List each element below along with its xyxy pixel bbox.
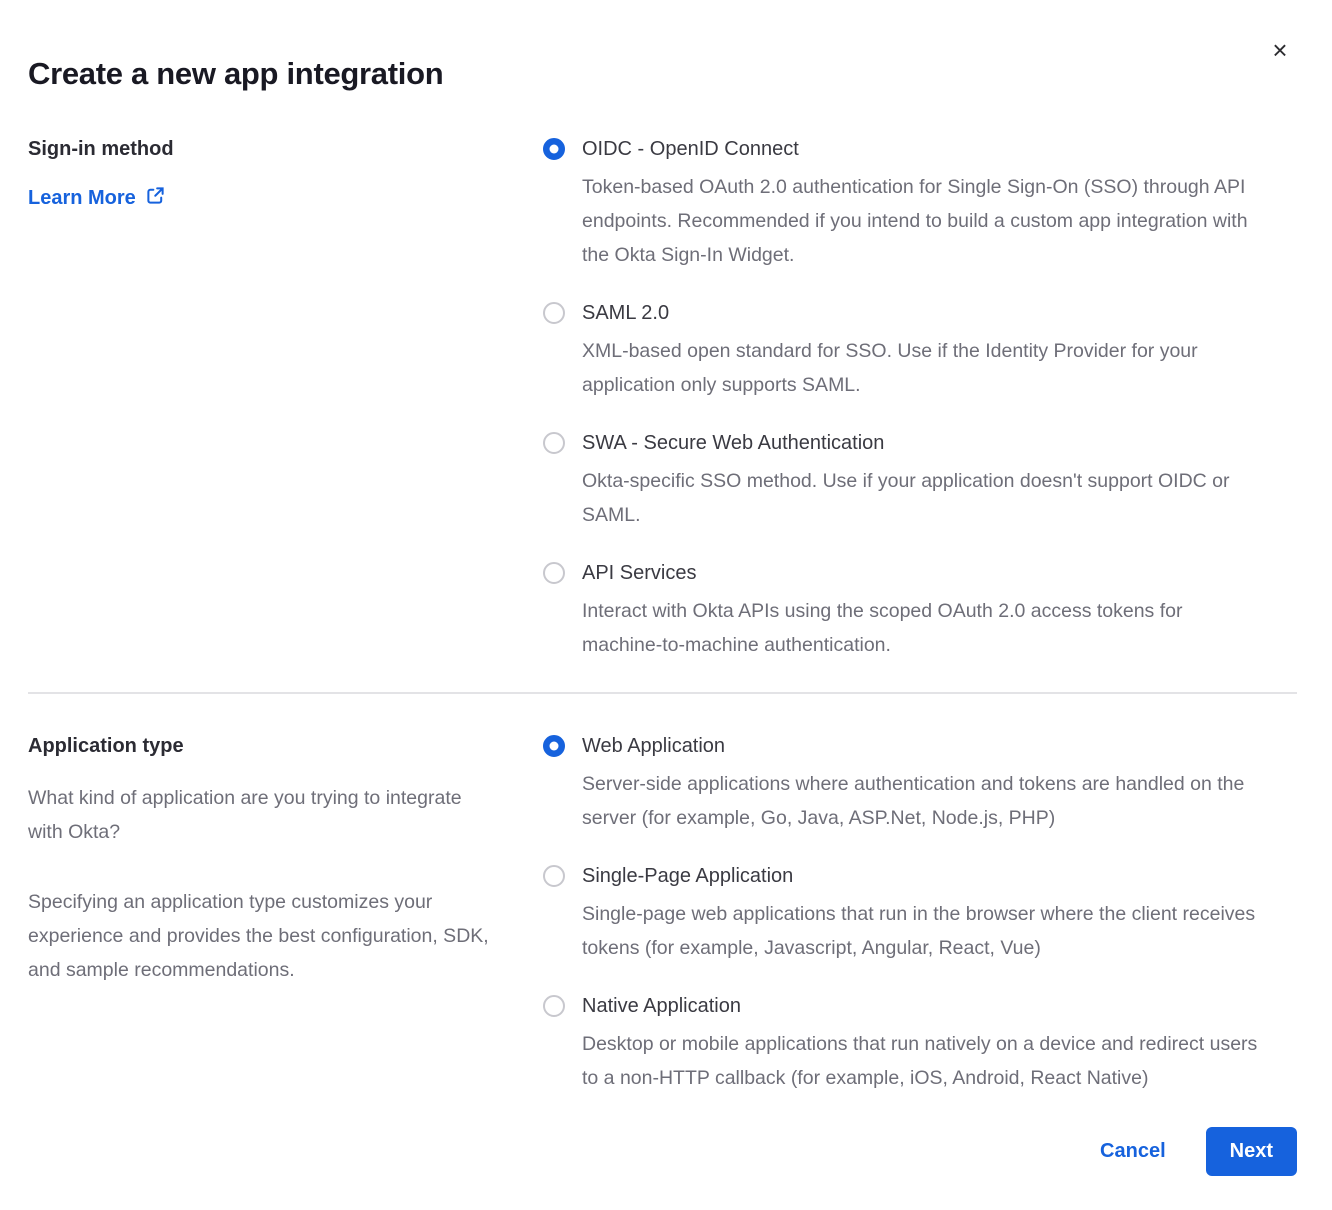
radio-single-page-application[interactable]: [543, 865, 565, 887]
radio-api-services[interactable]: [543, 562, 565, 584]
apptype-option-spa-label[interactable]: Single-Page Application: [582, 865, 794, 887]
radio-oidc[interactable]: [543, 138, 565, 160]
page-title: Create a new app integration: [28, 56, 444, 91]
apptype-option-native-label[interactable]: Native Application: [582, 995, 741, 1017]
apptype-option-spa: [543, 863, 1263, 965]
cancel-button[interactable]: Cancel: [1100, 1140, 1166, 1162]
signin-option-swa-label[interactable]: SWA - Secure Web Authentication: [582, 432, 885, 454]
application-type-label: Application type: [28, 735, 184, 757]
signin-option-oidc-description: Token-based OAuth 2.0 authentication for Single Sign-On (SSO) through API endpoints. Recommended if you intend to build a custom app integration with the Okta Sign-In Widget.: [582, 176, 1248, 266]
signin-method-label: Sign-in method: [28, 138, 174, 160]
radio-saml[interactable]: [543, 302, 565, 324]
signin-option-swa-description: Okta-specific SSO method. Use if your application doesn't support OIDC or SAML.: [582, 470, 1230, 526]
signin-option-oidc-label[interactable]: OIDC - OpenID Connect: [582, 138, 799, 160]
radio-swa[interactable]: [543, 432, 565, 454]
apptype-option-native-description: Desktop or mobile applications that run natively on a device and redirect users to a non-HTTP callback (for example, iOS, Android, React Native): [582, 1033, 1258, 1089]
radio-native-application[interactable]: [543, 995, 565, 1017]
next-button[interactable]: Next: [1206, 1127, 1297, 1176]
signin-option-api-services: [543, 560, 1263, 662]
application-type-section: [28, 733, 1297, 1095]
section-divider: [28, 692, 1297, 694]
apptype-option-native: [543, 993, 1263, 1095]
apptype-option-web-description: Server-side applications where authentication and tokens are handled on the server (for example, Go, Java, ASP.Net, Node.js, PHP): [582, 773, 1245, 829]
signin-method-section: [28, 136, 1297, 662]
close-icon[interactable]: ×: [1266, 36, 1294, 64]
signin-option-api-services-label[interactable]: API Services: [582, 562, 697, 584]
modal-footer: [28, 1127, 1297, 1176]
learn-more-link[interactable]: [28, 186, 165, 211]
apptype-option-web-label[interactable]: Web Application: [582, 735, 726, 757]
signin-option-api-services-description: Interact with Okta APIs using the scoped OAuth 2.0 access tokens for machine-to-machine authentication.: [582, 600, 1183, 656]
signin-option-saml: [543, 300, 1263, 402]
signin-option-swa: [543, 430, 1263, 532]
external-link-icon: [146, 186, 165, 211]
learn-more-label: Learn More: [28, 187, 136, 209]
signin-option-saml-description: XML-based open standard for SSO. Use if the Identity Provider for your application only supports SAML.: [582, 340, 1198, 396]
signin-option-oidc: [543, 136, 1263, 272]
signin-option-saml-label[interactable]: SAML 2.0: [582, 302, 670, 324]
application-type-explanation: Specifying an application type customizes your experience and provides the best configuration, SDK, and sample recommendations.: [28, 891, 489, 981]
apptype-option-spa-description: Single-page web applications that run in the browser where the client receives tokens (for example, Javascript, Angular, React, Vue): [582, 903, 1256, 959]
apptype-option-web: [543, 733, 1263, 835]
application-type-question: What kind of application are you trying to integrate with Okta?: [28, 787, 462, 843]
radio-web-application[interactable]: [543, 735, 565, 757]
